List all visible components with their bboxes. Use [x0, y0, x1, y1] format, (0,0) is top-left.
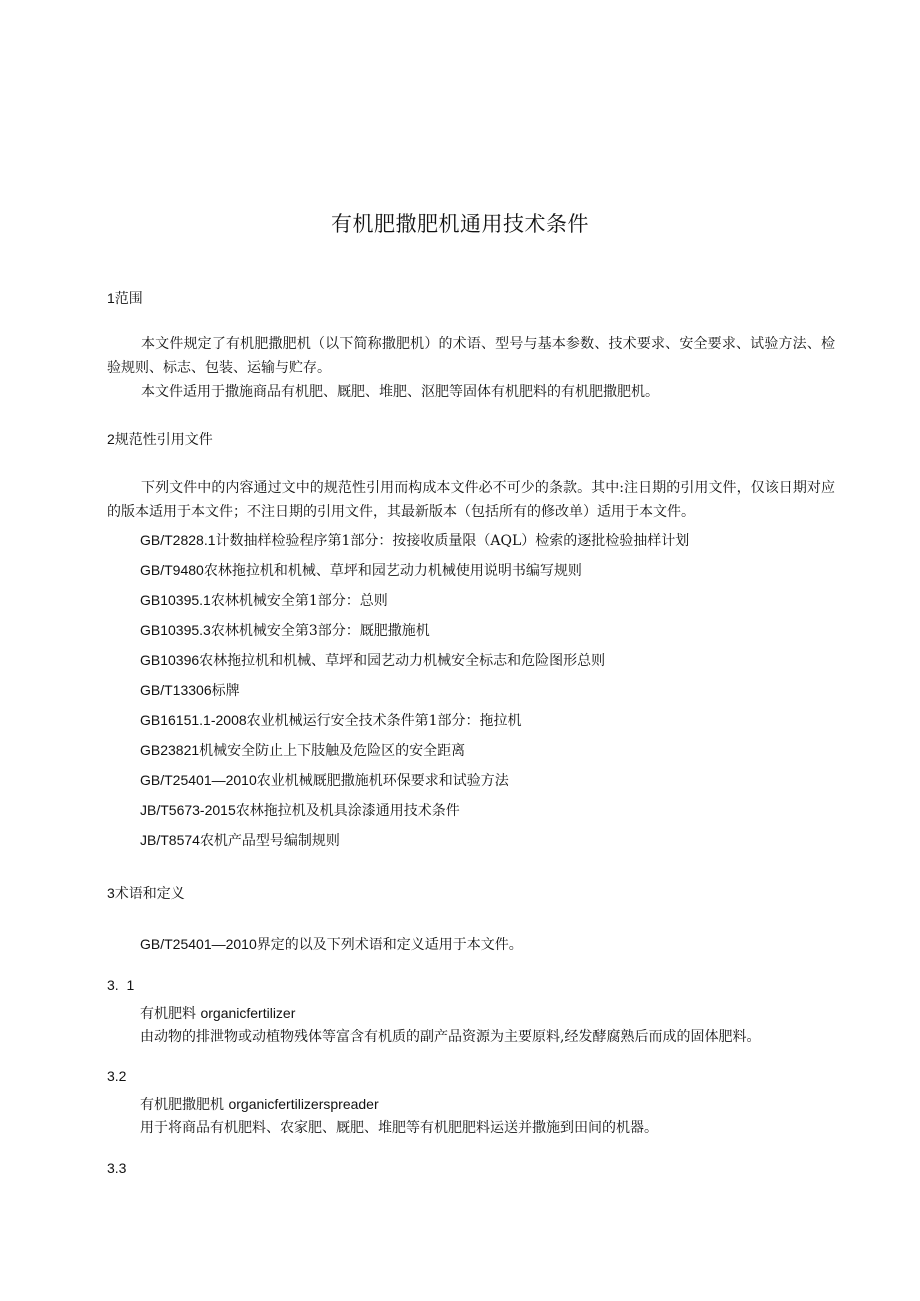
reference-title: 农机产品型号编制规则	[199, 833, 340, 849]
reference-code: GB/T13306	[140, 682, 212, 698]
reference-title: 农林拖拉机和机械、草坪和园艺动力机械安全标志和危险图形总则	[199, 653, 606, 669]
section-1-paragraph-2: 本文件适用于撒施商品有机肥、厩肥、堆肥、沤肥等固体有机肥料的有机肥撒肥机。	[141, 384, 659, 400]
section-3-intro-text: 界定的以及下列术语和定义适用于本文件。	[256, 937, 523, 953]
reference-title: 农林机械安全第1部分：总则	[210, 593, 388, 609]
section-3-intro-code: GB/T25401—2010	[140, 936, 257, 952]
reference-code: GB10396	[140, 652, 200, 668]
reference-code: JB/T8574	[140, 832, 200, 848]
reference-item	[140, 770, 689, 800]
reference-item	[140, 530, 689, 560]
term-name-en: organicfertilizerspreader	[228, 1096, 379, 1112]
term-name	[140, 1094, 379, 1115]
reference-code: GB/T25401—2010	[140, 772, 257, 788]
reference-title: 标牌	[211, 683, 240, 699]
reference-code: JB/T5673-2015	[140, 802, 236, 818]
reference-code: GB/T9480	[140, 562, 204, 578]
reference-item	[140, 800, 689, 830]
section-1-paragraph-1: 本文件规定了有机肥撒肥机（以下简称撒肥机）的术语、型号与基本参数、技术要求、安全要求、试验方法、检验规则、标志、包装、运输与贮存。	[107, 336, 835, 376]
reference-title: 农林拖拉机和机械、草坪和园艺动力机械使用说明书编写规则	[203, 563, 582, 579]
reference-title: 农林拖拉机及机具涂漆通用技术条件	[235, 803, 460, 819]
reference-item	[140, 590, 689, 620]
reference-code: GB16151.1-2008	[140, 712, 247, 728]
reference-title: 农林机械安全第3部分：厩肥撒施机	[210, 623, 430, 639]
reference-item	[140, 710, 689, 740]
reference-code: GB23821	[140, 742, 200, 758]
reference-title: 农业机械厩肥撒施机环保要求和试验方法	[256, 773, 509, 789]
reference-item	[140, 830, 689, 860]
reference-title: 计数抽样检验程序第1部分：按接收质量限（AQL）检索的逐批检验抽样计划	[215, 533, 690, 549]
term-number: 3.2	[107, 1068, 127, 1084]
term-definition: 由动物的排泄物或动植物残体等富含有机质的副产品资源为主要原料,经发酵腐熟后而成的固体肥料。	[140, 1029, 761, 1045]
reference-code: GB10395.1	[140, 592, 211, 608]
section-2-heading: 2规范性引用文件	[107, 431, 213, 447]
reference-code: GB10395.3	[140, 622, 211, 638]
term-name-zh: 有机肥料	[140, 1006, 196, 1022]
reference-title: 农业机械运行安全技术条件第1部分：拖拉机	[246, 713, 522, 729]
term-number: 3. 1	[107, 977, 135, 993]
term-name-zh: 有机肥撒肥机	[140, 1097, 224, 1113]
section-3-intro	[140, 934, 523, 955]
section-1-heading: 1范围	[107, 290, 143, 306]
document-title: 有机肥撒肥机通用技术条件	[331, 212, 589, 236]
term-definition: 用于将商品有机肥料、农家肥、厩肥、堆肥等有机肥肥料运送并撒施到田间的机器。	[140, 1120, 658, 1136]
term-name-en: organicfertilizer	[200, 1005, 296, 1021]
reference-item	[140, 680, 689, 710]
reference-item	[140, 620, 689, 650]
reference-item	[140, 740, 689, 770]
section-3-heading: 3术语和定义	[107, 885, 185, 901]
term-name	[140, 1003, 295, 1024]
normative-reference-list	[140, 530, 689, 860]
reference-code: GB/T2828.1	[140, 532, 216, 548]
reference-item	[140, 650, 689, 680]
term-number: 3.3	[107, 1160, 127, 1176]
reference-title: 机械安全防止上下肢触及危险区的安全距离	[199, 743, 466, 759]
reference-item	[140, 560, 689, 590]
section-2-intro: 下列文件中的内容通过文中的规范性引用而构成本文件必不可少的条款。其中:注日期的引用文件，仅该日期对应的版本适用于本文件；不注日期的引用文件，其最新版本（包括所有的修改单）适用于本文件。	[107, 480, 835, 520]
